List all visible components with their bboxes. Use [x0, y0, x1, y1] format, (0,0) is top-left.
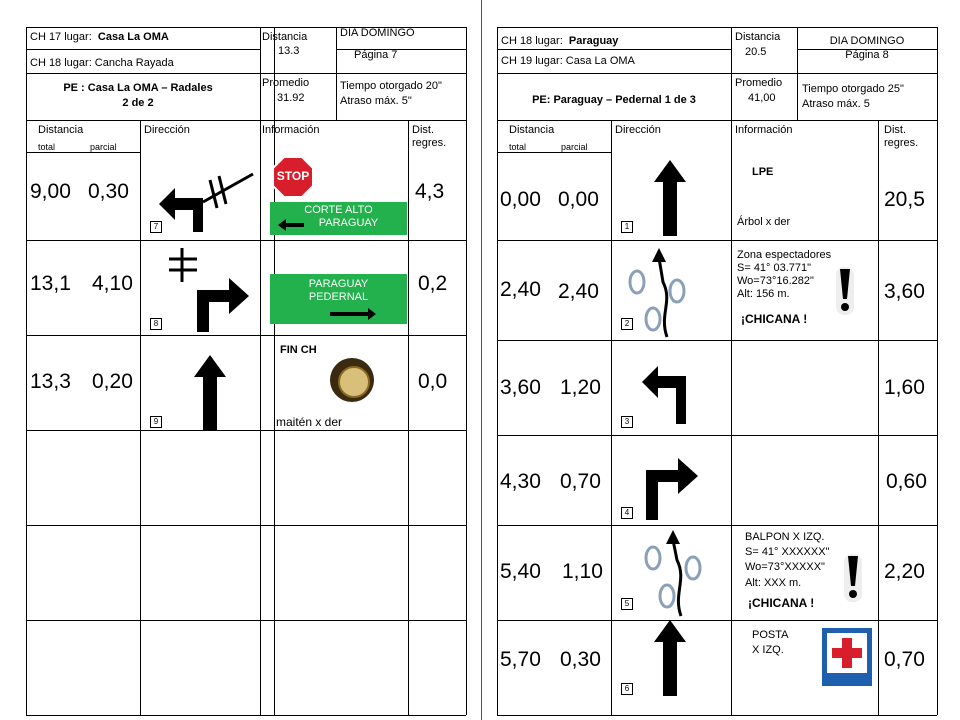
straight-arrow-icon [650, 160, 690, 238]
info-line: ¡CHICANA ! [748, 596, 815, 610]
info-line: PARAGUAY [308, 278, 369, 290]
rule [408, 120, 409, 715]
info-line: Alt: XXX m. [745, 577, 802, 589]
info-line: S= 41° XXXXXX" [745, 546, 830, 558]
chicane-icon [615, 244, 725, 339]
rule [26, 27, 27, 715]
col-parcial: parcial [561, 142, 588, 152]
remaining-distance: 4,3 [415, 180, 445, 203]
straight-arrow-icon [650, 620, 690, 698]
rule [497, 49, 731, 50]
remaining-distance: 0,2 [418, 272, 448, 295]
stage-title: PE : Casa La OMA – Radales [63, 82, 213, 94]
total-distance: 4,30 [500, 470, 541, 493]
col-regres: Dist. regres. [884, 124, 919, 149]
checkpoint-a-label: CH 18 lugar: [501, 35, 563, 47]
stop-sign-text: STOP [276, 169, 310, 183]
partial-distance: 1,20 [560, 376, 601, 399]
total-distance: 13,3 [30, 370, 71, 393]
partial-distance: 0,70 [560, 470, 601, 493]
col-distance: Distancia [38, 124, 84, 136]
remaining-distance: 0,60 [886, 470, 927, 493]
day-label: DIA DOMINGO [829, 35, 905, 47]
info-line: Wo=73°XXXXX" [745, 561, 825, 573]
distance-value: 13.3 [278, 45, 300, 57]
info-line: Zona espectadores [737, 249, 832, 261]
total-distance: 9,00 [30, 180, 71, 203]
chicane-icon [615, 528, 725, 618]
step-number: 6 [621, 683, 633, 695]
partial-distance: 0,20 [92, 370, 133, 393]
rule [26, 525, 466, 526]
average-label: Promedio [735, 77, 783, 89]
step-number: 4 [621, 507, 633, 519]
step-number: 2 [621, 318, 633, 330]
turn-left-arrow-icon [636, 358, 706, 428]
rule [497, 715, 937, 716]
step-number: 1 [621, 221, 633, 233]
arrow-right-icon [330, 308, 376, 320]
checkpoint-a-label: CH 17 lugar: [30, 31, 92, 43]
rule [497, 152, 611, 153]
info-line: Alt: 156 m. [737, 288, 790, 300]
info-line: PEDERNAL [308, 291, 369, 303]
rule [497, 240, 937, 241]
turn-left-arrow-icon [145, 160, 260, 240]
exclamation-icon [834, 265, 856, 317]
checkpoint-a-place: Casa La OMA [97, 31, 169, 43]
remaining-distance: 0,0 [418, 370, 448, 393]
partial-distance: 4,10 [92, 272, 133, 295]
clock-icon [330, 358, 374, 402]
checkpoint-a-place: Paraguay [568, 35, 619, 47]
time-allowed: Tiempo otorgado 25" [802, 83, 904, 95]
col-parcial: parcial [90, 142, 117, 152]
remaining-distance: 0,70 [884, 648, 925, 671]
stage-subtitle: 2 de 2 [122, 97, 154, 109]
checkpoint-b: CH 19 lugar: Casa La OMA [501, 55, 635, 67]
rule [611, 120, 612, 715]
step-number: 8 [150, 318, 162, 330]
info-sign-green [270, 274, 407, 324]
info-line: ¡CHICANA ! [741, 312, 808, 326]
average-value: 41,00 [748, 92, 776, 104]
rule [497, 340, 937, 341]
info-line: BALPON X IZQ. [745, 531, 825, 543]
rule [26, 240, 466, 241]
checkpoint-b: CH 18 lugar: Cancha Rayada [30, 57, 174, 69]
total-distance: 2,40 [500, 278, 541, 301]
partial-distance: 0,30 [560, 648, 601, 671]
page-number: Página 8 [845, 49, 889, 61]
remaining-distance: 1,60 [884, 376, 925, 399]
total-distance: 5,70 [500, 648, 541, 671]
rule [731, 27, 732, 715]
rule [26, 715, 466, 716]
info-line: Wo=73°16.282" [737, 275, 814, 287]
rule [466, 27, 467, 715]
info-line: POSTA [752, 629, 789, 641]
rule [497, 525, 937, 526]
rule [497, 27, 498, 715]
step-number: 7 [150, 221, 162, 233]
step-number: 9 [150, 416, 162, 428]
rule [26, 430, 466, 431]
arrow-left-icon [278, 219, 304, 231]
checkpoint-a [30, 31, 169, 44]
info-sign-green [270, 202, 407, 235]
col-total: total [509, 142, 527, 152]
rule [497, 120, 937, 121]
turn-right-arrow-icon [145, 242, 260, 334]
col-info: Información [735, 124, 793, 136]
rule [497, 435, 937, 436]
info-line: LPE [752, 166, 774, 178]
col-direction: Dirección [615, 124, 661, 136]
turn-right-arrow-icon [640, 450, 710, 522]
distance-label: Distancia [735, 31, 781, 43]
rule [878, 120, 879, 715]
total-distance: 13,1 [30, 272, 71, 295]
checkpoint-a [501, 35, 618, 48]
info-line: FIN CH [280, 344, 317, 356]
info-line: CORTE ALTO [304, 204, 373, 216]
straight-arrow-icon [190, 355, 230, 433]
rule [336, 27, 337, 120]
remaining-distance: 2,20 [884, 560, 925, 583]
rule [260, 27, 261, 715]
total-distance: 3,60 [500, 376, 541, 399]
exclamation-icon [842, 552, 864, 604]
rule [26, 49, 260, 50]
info-line: maitén x der [276, 415, 343, 429]
step-number: 5 [621, 598, 633, 610]
stop-sign-icon [272, 156, 314, 198]
rule [140, 120, 141, 715]
first-aid-sign-icon [822, 628, 872, 686]
remaining-distance: 3,60 [884, 280, 925, 303]
info-line: PARAGUAY [318, 217, 379, 229]
partial-distance: 0,00 [558, 188, 599, 211]
page-number: Página 7 [354, 49, 398, 61]
rule [26, 335, 466, 336]
rule [26, 120, 466, 121]
info-line: X IZQ. [752, 644, 784, 656]
average-value: 31.92 [277, 92, 305, 104]
col-regres: Dist. regres. [412, 124, 447, 149]
total-distance: 0,00 [500, 188, 541, 211]
col-distance: Distancia [509, 124, 555, 136]
partial-distance: 2,40 [558, 280, 599, 303]
page-divider [481, 0, 482, 720]
total-distance: 5,40 [500, 560, 541, 583]
rule [497, 620, 937, 621]
partial-distance: 0,30 [88, 180, 129, 203]
max-delay: Atraso máx. 5 [802, 98, 870, 110]
info-line: Árbol x der [737, 216, 791, 228]
partial-distance: 1,10 [562, 560, 603, 583]
rule [26, 152, 140, 153]
col-total: total [38, 142, 56, 152]
max-delay: Atraso máx. 5" [340, 95, 412, 107]
rule [937, 27, 938, 715]
stage-title: PE: Paraguay – Pedernal 1 de 3 [532, 94, 696, 106]
remaining-distance: 20,5 [884, 188, 925, 211]
distance-label: Distancia [262, 31, 308, 43]
info-line: S= 41° 03.771" [737, 262, 812, 274]
rule [26, 73, 466, 74]
rule [497, 27, 937, 28]
average-label: Promedio [262, 77, 310, 89]
time-allowed: Tiempo otorgado 20" [340, 80, 442, 92]
col-info: Información [262, 124, 320, 136]
rule [497, 73, 937, 74]
distance-value: 20.5 [745, 46, 767, 58]
day-label: DIA DOMINGO [340, 27, 415, 39]
rule [26, 620, 466, 621]
step-number: 3 [621, 416, 633, 428]
col-direction: Dirección [144, 124, 190, 136]
